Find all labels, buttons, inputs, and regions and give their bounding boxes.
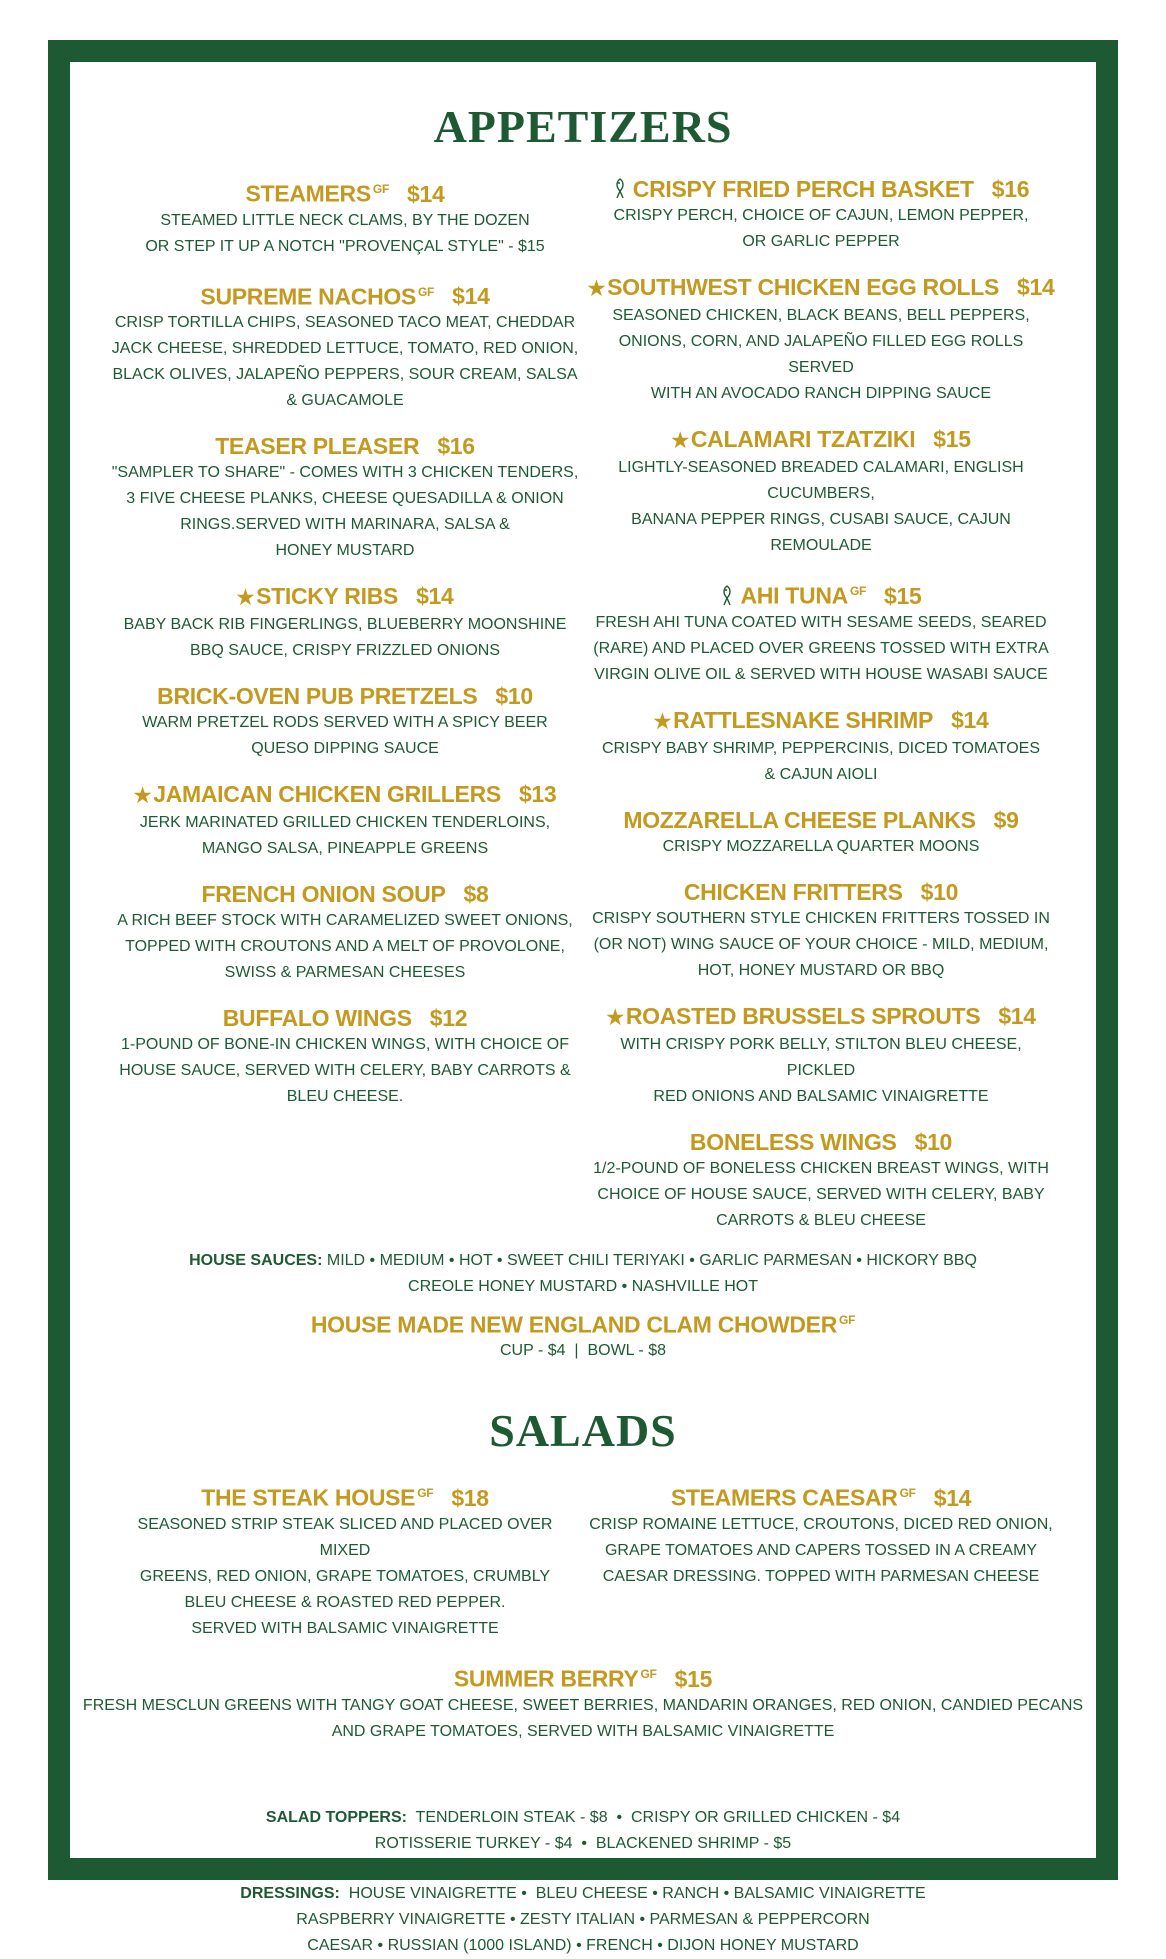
item-desc-line: CAESAR DRESSING. TOPPED WITH PARMESAN CHEESE bbox=[602, 1567, 1040, 1585]
appetizers-title: APPETIZERS bbox=[433, 101, 733, 152]
menu-item bbox=[586, 425, 1056, 559]
item-desc-line: CARROTS & BLEU CHEESE bbox=[716, 1211, 926, 1229]
item-price: $10 bbox=[495, 683, 533, 710]
item-price: $13 bbox=[518, 781, 557, 808]
item-name: THE STEAK HOUSE bbox=[201, 1484, 416, 1511]
toppers-line1: TENDERLOIN STEAK - $8 • CRISPY OR GRILLED CHICKEN - $4 bbox=[406, 1808, 901, 1826]
item-desc-line: A RICH BEEF STOCK WITH CARAMELIZED SWEET ONIONS, bbox=[117, 912, 573, 930]
item-price: $14 bbox=[998, 1002, 1036, 1029]
menu-item bbox=[586, 1002, 1056, 1110]
menu-item bbox=[586, 577, 1056, 688]
summer-berry-name: SUMMER BERRY bbox=[453, 1665, 639, 1692]
item-desc-line: SEASONED CHICKEN, BLACK BEANS, BELL PEPPERS, bbox=[612, 307, 1030, 324]
salads-title: SALADS bbox=[489, 1405, 677, 1457]
item-name: JAMAICAN CHICKEN GRILLERS bbox=[153, 781, 501, 808]
item-desc-line: TOPPED WITH CROUTONS AND A MELT OF PROVOLONE, bbox=[125, 938, 565, 956]
item-name: CHICKEN FRITTERS bbox=[683, 878, 903, 905]
item-desc-line: GREENS, RED ONION, GRAPE TOMATOES, CRUMBLY bbox=[139, 1567, 551, 1585]
star-icon: ★ bbox=[606, 1006, 624, 1029]
star-icon: ★ bbox=[587, 278, 606, 300]
menu-item bbox=[110, 1479, 580, 1642]
item-desc-line: (RARE) AND PLACED OVER GREENS TOSSED WITH EXTRA bbox=[593, 639, 1049, 657]
gf-badge: GF bbox=[418, 284, 435, 299]
item-desc-line: (OR NOT) WING SAUCE OF YOUR CHOICE - MILD, MEDIUM, bbox=[593, 935, 1049, 953]
menu-item bbox=[586, 806, 1056, 860]
item-desc-line: HONEY MUSTARD bbox=[275, 542, 415, 560]
summer-berry-price: $15 bbox=[674, 1665, 713, 1692]
item-desc-line: RINGS.SERVED WITH MARINARA, SALSA & bbox=[180, 516, 510, 534]
item-name: CALAMARI TZATZIKI bbox=[690, 426, 916, 452]
item-name: STICKY RIBS bbox=[256, 583, 399, 610]
item-desc-line: OR GARLIC PEPPER bbox=[742, 233, 900, 250]
menu-item bbox=[110, 582, 580, 664]
item-name: BUFFALO WINGS bbox=[222, 1005, 412, 1032]
item-desc-line: CRISP TORTILLA CHIPS, SEASONED TACO MEAT, CHEDDAR bbox=[114, 314, 576, 332]
menu-item bbox=[110, 1004, 580, 1110]
item-desc-line: BBQ SAUCE, CRISPY FRIZZLED ONIONS bbox=[190, 642, 500, 660]
star-icon: ★ bbox=[133, 785, 152, 808]
appetizers-columns bbox=[70, 175, 1096, 1252]
item-desc-line: CRISPY SOUTHERN STYLE CHICKEN FRITTERS TOSSED IN bbox=[592, 909, 1050, 927]
item-desc-line: SWISS & PARMESAN CHEESES bbox=[224, 964, 466, 982]
star-icon: ★ bbox=[653, 710, 672, 733]
item-price: $12 bbox=[429, 1005, 468, 1032]
item-desc-line: CRISPY MOZZARELLA QUARTER MOONS bbox=[662, 837, 980, 855]
item-price: $14 bbox=[416, 583, 454, 610]
item-desc-line: BLEU CHEESE & ROASTED RED PEPPER. bbox=[184, 1593, 506, 1611]
menu-item bbox=[586, 1128, 1056, 1234]
item-name: SOUTHWEST CHICKEN EGG ROLLS bbox=[607, 274, 999, 300]
menu-item bbox=[586, 1479, 1056, 1590]
item-name: SUPREME NACHOS bbox=[200, 283, 417, 310]
item-name: ROASTED BRUSSELS SPROUTS bbox=[625, 1002, 981, 1029]
toppers-line2: ROTISSERIE TURKEY - $4 • BLACKENED SHRIMP - $5 bbox=[374, 1834, 792, 1852]
item-desc-line: WITH CRISPY PORK BELLY, STILTON BLEU CHEESE, PICKLED bbox=[620, 1035, 1022, 1079]
item-desc-line: "SAMPLER TO SHARE" - COMES WITH 3 CHICKEN TENDERS, bbox=[111, 464, 579, 482]
item-desc-line: CRISPY PERCH, CHOICE OF CAJUN, LEMON PEPPER, bbox=[613, 207, 1029, 224]
item-desc-line: STEAMED LITTLE NECK CLAMS, BY THE DOZEN bbox=[160, 211, 530, 229]
item-price: $14 bbox=[452, 283, 490, 310]
appetizers-right-column bbox=[586, 175, 1056, 1252]
house-sauces-line1: MILD • MEDIUM • HOT • SWEET CHILI TERIYAKI • GARLIC PARMESAN • HICKORY BBQ bbox=[322, 1251, 977, 1269]
house-sauces bbox=[70, 1248, 1096, 1300]
item-desc-line: BABY BACK RIB FINGERLINGS, BLUEBERRY MOONSHINE bbox=[123, 616, 567, 634]
menu-item bbox=[586, 706, 1056, 788]
menu-frame bbox=[48, 40, 1118, 1954]
item-desc-line: HOT, HONEY MUSTARD OR BBQ bbox=[697, 961, 945, 979]
gf-badge: GF bbox=[839, 1312, 856, 1327]
item-desc-line: SEASONED STRIP STEAK SLICED AND PLACED OVER MIXED bbox=[137, 1515, 553, 1559]
item-price: $14 bbox=[1017, 274, 1055, 300]
gf-badge: GF bbox=[417, 1486, 434, 1501]
gf-badge: GF bbox=[849, 584, 867, 598]
salad-toppers bbox=[70, 1805, 1096, 1857]
gf-badge: GF bbox=[640, 1666, 657, 1681]
item-name: BONELESS WINGS bbox=[689, 1128, 897, 1155]
summer-berry-item bbox=[70, 1660, 1096, 1745]
item-desc-line: SERVED WITH BALSAMIC VINAIGRETTE bbox=[191, 1619, 499, 1637]
item-name: STEAMERS bbox=[245, 180, 371, 207]
item-name: BRICK-OVEN PUB PRETZELS bbox=[157, 683, 478, 710]
item-name: TEASER PLEASER bbox=[215, 433, 420, 460]
item-desc-line: CRISPY BABY SHRIMP, PEPPERCINIS, DICED TOMATOES bbox=[601, 739, 1041, 757]
item-price: $14 bbox=[951, 706, 989, 733]
item-price: $16 bbox=[437, 433, 475, 460]
item-desc-line: OR STEP IT UP A NOTCH "PROVENÇAL STYLE" - $15 bbox=[145, 237, 545, 255]
item-desc-line: 1-POUND OF BONE-IN CHICKEN WINGS, WITH CHOICE OF bbox=[120, 1036, 569, 1054]
item-price: $16 bbox=[991, 176, 1030, 202]
item-price: $9 bbox=[993, 806, 1019, 833]
item-price: $10 bbox=[920, 878, 959, 905]
item-desc-line: GRAPE TOMATOES AND CAPERS TOSSED IN A CREAMY bbox=[604, 1541, 1038, 1559]
item-price: $15 bbox=[884, 582, 922, 609]
salads-left-column bbox=[110, 1479, 580, 1660]
item-desc-line: RED ONIONS AND BALSAMIC VINAIGRETTE bbox=[653, 1087, 989, 1105]
menu-item bbox=[110, 682, 580, 762]
item-desc-line: 1/2-POUND OF BONELESS CHICKEN BREAST WINGS, WITH bbox=[593, 1159, 1049, 1177]
item-desc-line: QUESO DIPPING SAUCE bbox=[251, 740, 439, 758]
toppers-label: SALAD TOPPERS: bbox=[265, 1808, 407, 1826]
summer-berry-desc-2: AND GRAPE TOMATOES, SERVED WITH BALSAMIC VINAIGRETTE bbox=[331, 1722, 835, 1740]
item-price: $8 bbox=[463, 881, 489, 908]
menu-item bbox=[110, 175, 580, 260]
dressings-label: DRESSINGS: bbox=[240, 1884, 340, 1902]
item-name: FRENCH ONION SOUP bbox=[201, 881, 446, 908]
item-name: RATTLESNAKE SHRIMP bbox=[673, 706, 934, 733]
item-desc-line: FRESH AHI TUNA COATED WITH SESAME SEEDS, SEARED bbox=[595, 613, 1047, 631]
item-desc-line: JERK MARINATED GRILLED CHICKEN TENDERLOINS, bbox=[139, 814, 551, 832]
gf-badge: GF bbox=[372, 182, 389, 196]
item-desc-line: & CAJUN AIOLI bbox=[764, 765, 878, 783]
menu-item bbox=[586, 878, 1056, 984]
salads-right-column bbox=[586, 1479, 1056, 1660]
item-desc-line: VIRGIN OLIVE OIL & SERVED WITH HOUSE WASABI SAUCE bbox=[594, 665, 1048, 683]
house-sauces-label: HOUSE SAUCES: bbox=[189, 1251, 323, 1269]
item-desc-line: MANGO SALSA, PINEAPPLE GREENS bbox=[201, 840, 489, 858]
summer-berry-desc-1: FRESH MESCLUN GREENS WITH TANGY GOAT CHEESE, SWEET BERRIES, MANDARIN ORANGES, RED ONION, CANDIED PECANS bbox=[82, 1696, 1084, 1714]
star-icon: ★ bbox=[671, 430, 689, 452]
menu-item bbox=[110, 880, 580, 986]
fish-icon bbox=[720, 585, 734, 607]
item-desc-line: & GUACAMOLE bbox=[286, 392, 404, 410]
menu-item bbox=[110, 780, 580, 862]
item-name: CRISPY FRIED PERCH BASKET bbox=[632, 176, 974, 202]
item-price: $14 bbox=[407, 180, 445, 207]
item-desc-line: 3 FIVE CHEESE PLANKS, CHEESE QUESADILLA & ONION bbox=[126, 490, 564, 508]
salads-columns bbox=[70, 1479, 1096, 1660]
item-desc-line: HOUSE SAUCE, SERVED WITH CELERY, BABY CARROTS & bbox=[119, 1062, 571, 1080]
item-price: $10 bbox=[914, 1128, 953, 1155]
item-desc-line: CHOICE OF HOUSE SAUCE, SERVED WITH CELERY, BABY bbox=[597, 1185, 1045, 1203]
item-name: AHI TUNA bbox=[740, 582, 848, 609]
item-desc-line: LIGHTLY-SEASONED BREADED CALAMARI, ENGLISH CUCUMBERS, bbox=[618, 459, 1024, 502]
gf-badge: GF bbox=[899, 1486, 916, 1501]
item-desc-line: BLEU CHEESE. bbox=[286, 1088, 404, 1106]
item-desc-line: BANANA PEPPER RINGS, CUSABI SAUCE, CAJUN REMOULADE bbox=[631, 511, 1011, 554]
menu-item bbox=[586, 273, 1056, 407]
item-desc-line: JACK CHEESE, SHREDDED LETTUCE, TOMATO, RED ONION, bbox=[111, 340, 579, 358]
item-price: $15 bbox=[933, 426, 971, 452]
dressings-line1: HOUSE VINAIGRETTE • BLEU CHEESE • RANCH • BALSAMIC VINAIGRETTE bbox=[339, 1884, 926, 1902]
item-price: $18 bbox=[451, 1484, 489, 1511]
house-sauces-line2: CREOLE HONEY MUSTARD • NASHVILLE HOT bbox=[408, 1277, 758, 1295]
item-desc-line: ONIONS, CORN, AND JALAPEÑO FILLED EGG ROLLS SERVED bbox=[618, 333, 1024, 376]
chowder-name: HOUSE MADE NEW ENGLAND CLAM CHOWDER bbox=[310, 1311, 838, 1338]
item-desc-line: CRISP ROMAINE LETTUCE, CROUTONS, DICED RED ONION, bbox=[589, 1515, 1053, 1533]
item-price: $14 bbox=[933, 1484, 972, 1511]
item-desc-line: WARM PRETZEL RODS SERVED WITH A SPICY BEER bbox=[142, 714, 548, 732]
menu-item bbox=[586, 175, 1056, 255]
appetizers-left-column bbox=[110, 175, 580, 1252]
item-name: MOZZARELLA CHEESE PLANKS bbox=[623, 806, 976, 833]
item-desc-line: WITH AN AVOCADO RANCH DIPPING SAUCE bbox=[650, 385, 992, 402]
menu-item bbox=[110, 278, 580, 415]
fish-icon bbox=[613, 178, 627, 200]
dressings-line3: CAESAR • RUSSIAN (1000 ISLAND) • FRENCH • DIJON HONEY MUSTARD bbox=[307, 1936, 859, 1954]
dressings-line2: RASPBERRY VINAIGRETTE • ZESTY ITALIAN • PARMESAN & PEPPERCORN bbox=[296, 1910, 870, 1928]
chowder-item bbox=[70, 1306, 1096, 1365]
menu-item bbox=[110, 432, 580, 564]
star-icon: ★ bbox=[236, 587, 255, 610]
item-desc-line: BLACK OLIVES, JALAPEÑO PEPPERS, SOUR CREAM, SALSA bbox=[112, 366, 578, 384]
chowder-sizes: CUP - $4 | BOWL - $8 bbox=[500, 1342, 666, 1360]
item-name: STEAMERS CAESAR bbox=[670, 1484, 898, 1511]
